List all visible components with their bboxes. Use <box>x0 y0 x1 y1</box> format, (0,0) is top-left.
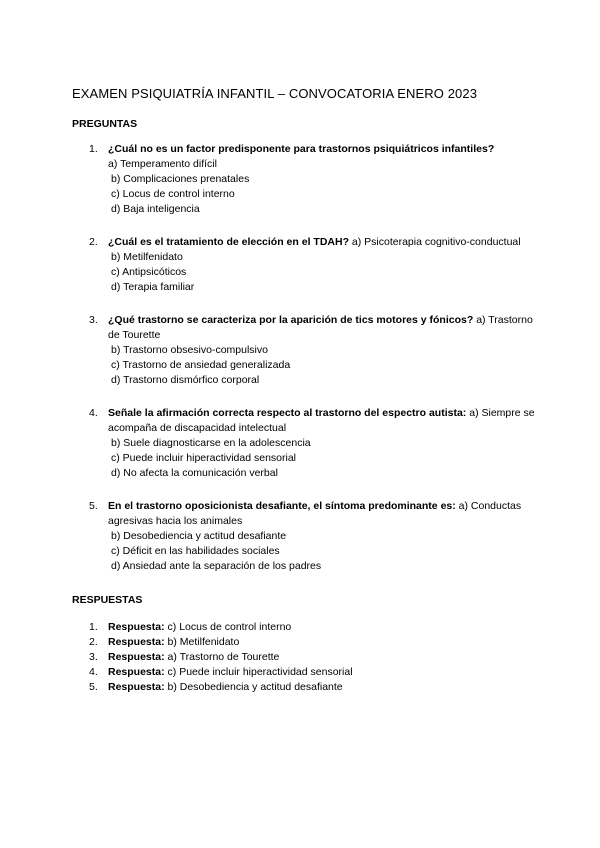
answer-item <box>72 665 542 680</box>
answer-label: Respuesta: <box>108 651 165 663</box>
option-a: a) Trastorno de Tourette <box>108 314 533 341</box>
questions-heading: PREGUNTAS <box>72 118 138 130</box>
answers-heading: RESPUESTAS <box>72 594 143 606</box>
option-d: d) Terapia familiar <box>111 281 195 293</box>
answer-item <box>72 680 542 695</box>
document-title: EXAMEN PSIQUIATRÍA INFANTIL – CONVOCATORIA ENERO 2023 <box>72 86 478 101</box>
answer-item <box>72 650 542 665</box>
option-c: c) Locus de control interno <box>111 188 235 200</box>
answer-value: b) Desobediencia y actitud desafiante <box>167 681 343 693</box>
question-number: 4. <box>89 407 98 419</box>
answer-label: Respuesta: <box>108 636 165 648</box>
question-number: 1. <box>89 143 98 155</box>
answer-value: c) Puede incluir hiperactividad sensorial <box>167 666 353 678</box>
answer-item <box>72 620 542 635</box>
option-c: c) Antipsicóticos <box>111 266 187 278</box>
option-d: d) Trastorno dismórfico corporal <box>111 374 260 386</box>
answer-value: a) Trastorno de Tourette <box>167 651 280 663</box>
option-c: c) Déficit en las habilidades sociales <box>111 545 280 557</box>
question-text: ¿Cuál es el tratamiento de elección en el TDAH? <box>108 236 349 248</box>
option-b: b) Desobediencia y actitud desafiante <box>111 530 287 542</box>
option-a: a) Temperamento difícil <box>108 158 217 170</box>
question-number: 3. <box>89 314 98 326</box>
question-text: Señale la afirmación correcta respecto al trastorno del espectro autista: <box>108 407 467 419</box>
answer-number: 1. <box>89 621 98 633</box>
question-text: ¿Cuál no es un factor predisponente para trastornos psiquiátricos infantiles? <box>108 143 495 155</box>
question-item <box>72 313 542 388</box>
option-a: a) Psicoterapia cognitivo-conductual <box>351 236 521 248</box>
questions-list <box>72 142 542 574</box>
question-text: ¿Qué trastorno se caracteriza por la aparición de tics motores y fónicos? <box>108 314 474 326</box>
answer-item <box>72 635 542 650</box>
question-item <box>72 406 542 481</box>
answer-label: Respuesta: <box>108 621 165 633</box>
question-text: En el trastorno oposicionista desafiante, el síntoma predominante es: <box>108 500 456 512</box>
question-item <box>72 499 542 574</box>
answer-label: Respuesta: <box>108 666 165 678</box>
question-item <box>72 235 542 295</box>
option-a: a) Conductas agresivas hacia los animales <box>108 500 522 527</box>
option-d: d) No afecta la comunicación verbal <box>111 467 278 479</box>
option-d: d) Ansiedad ante la separación de los padres <box>111 560 322 572</box>
answer-label: Respuesta: <box>108 681 165 693</box>
answer-value: b) Metilfenidato <box>167 636 240 648</box>
question-item <box>72 142 542 217</box>
option-c: c) Puede incluir hiperactividad sensorial <box>111 452 297 464</box>
answer-number: 4. <box>89 666 98 678</box>
answer-number: 3. <box>89 651 98 663</box>
answer-number: 2. <box>89 636 98 648</box>
option-a: a) Siempre se acompaña de discapacidad intelectual <box>108 407 535 434</box>
answer-number: 5. <box>89 681 98 693</box>
option-d: d) Baja inteligencia <box>111 203 200 215</box>
answers-list <box>72 620 542 695</box>
option-b: b) Metilfenidato <box>111 251 183 263</box>
answer-value: c) Locus de control interno <box>167 621 292 633</box>
option-b: b) Suele diagnosticarse en la adolescencia <box>111 437 311 449</box>
option-b: b) Trastorno obsesivo-compulsivo <box>111 344 268 356</box>
option-c: c) Trastorno de ansiedad generalizada <box>111 359 291 371</box>
question-number: 5. <box>89 500 98 512</box>
question-number: 2. <box>89 236 98 248</box>
option-b: b) Complicaciones prenatales <box>111 173 250 185</box>
